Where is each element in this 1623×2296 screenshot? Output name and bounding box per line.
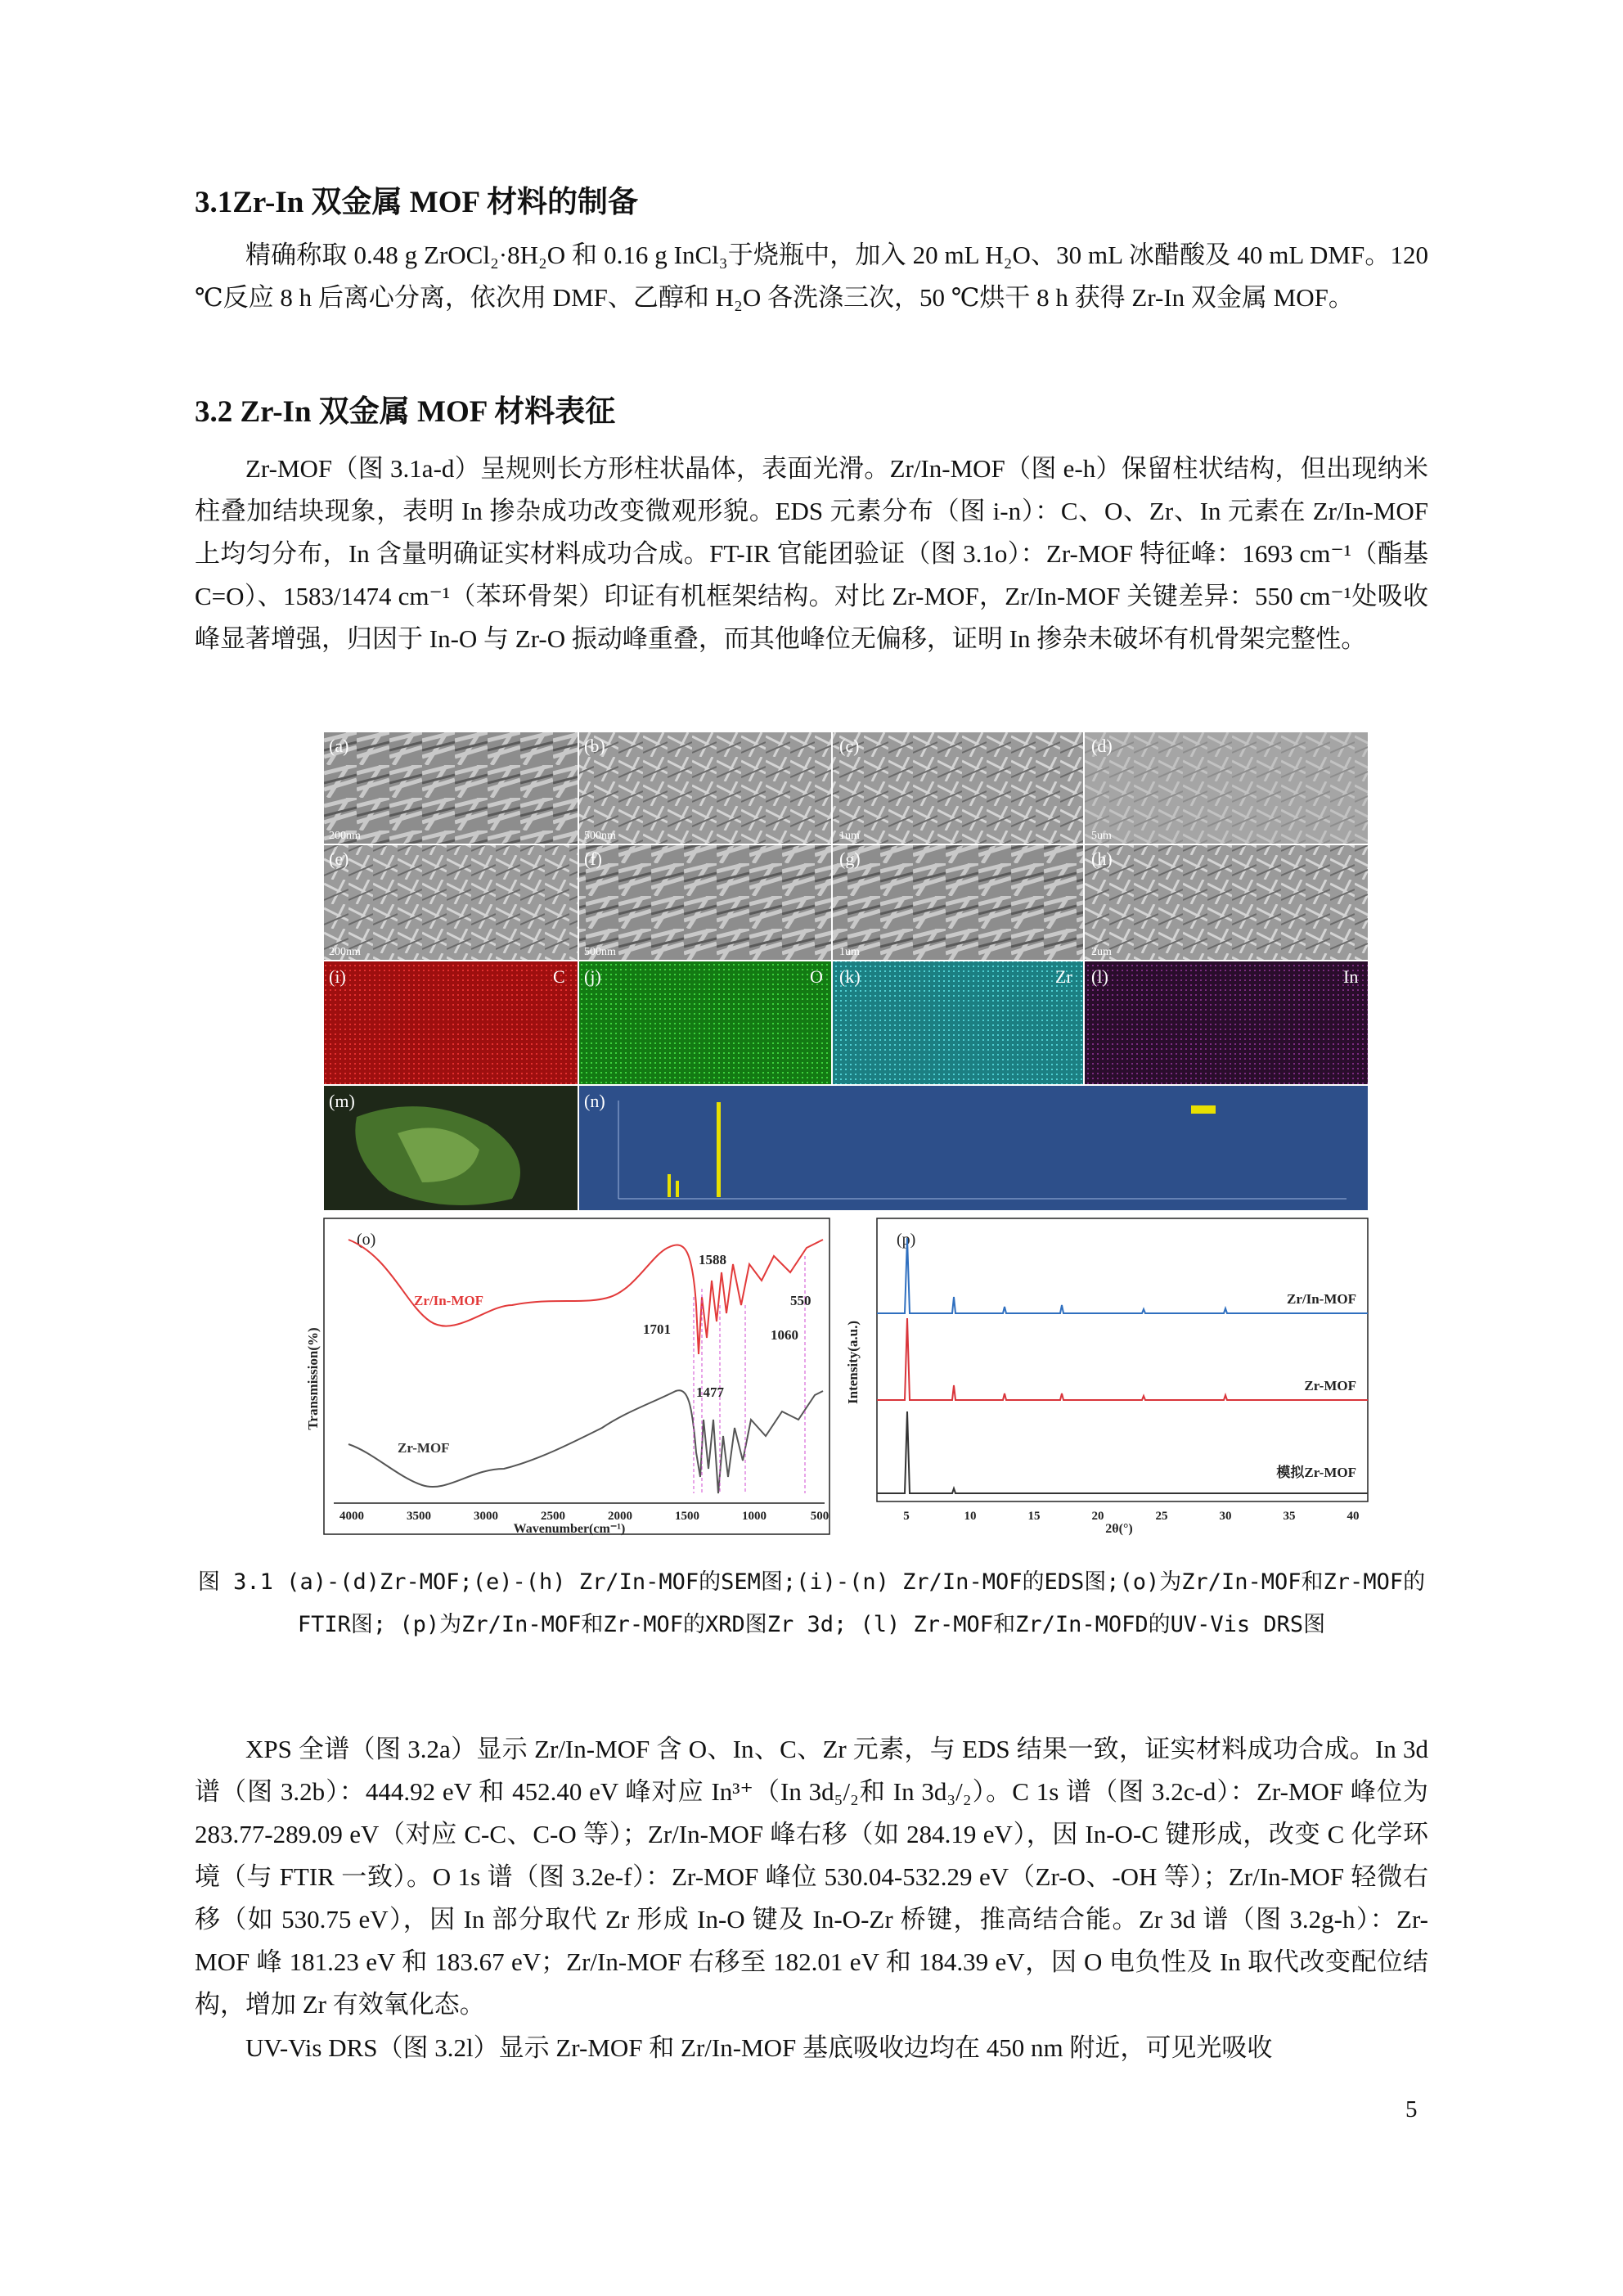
page-number: 5 bbox=[1405, 2096, 1418, 2123]
panel-label-a: (a) bbox=[329, 736, 349, 756]
xrd-label-zr-in-mof: Zr/In-MOF bbox=[1287, 1291, 1356, 1307]
panel-label-f: (f) bbox=[584, 849, 602, 869]
xrd-panel-label: (p) bbox=[897, 1231, 916, 1249]
panel-label-m: (m) bbox=[329, 1091, 355, 1111]
ftir-xtick: 2000 bbox=[608, 1510, 632, 1523]
ftir-xlabel: Wavenumber(cm⁻¹) bbox=[513, 1522, 626, 1536]
panel-label-b: (b) bbox=[584, 736, 605, 756]
xrd-xtick: 10 bbox=[964, 1510, 977, 1523]
xrd-xtick: 5 bbox=[903, 1510, 910, 1523]
panel-label-d: (d) bbox=[1091, 736, 1113, 756]
panel-label-l: (l) bbox=[1091, 966, 1108, 987]
ftir-peak-1588: 1588 bbox=[699, 1252, 726, 1267]
scale-label-g: 1um bbox=[839, 946, 860, 958]
scale-label-d: 5um bbox=[1091, 830, 1112, 842]
ftir-xtick: 4000 bbox=[339, 1510, 364, 1523]
ftir-peak-550: 550 bbox=[790, 1293, 812, 1308]
section-heading-3-2: 3.2 Zr-In 双金属 MOF 材料表征 bbox=[195, 395, 616, 429]
eds-panel-l bbox=[1085, 961, 1368, 1084]
xrd-xtick: 25 bbox=[1155, 1510, 1168, 1523]
eds-element-zr: Zr bbox=[1055, 966, 1072, 987]
section-3-3-paragraph-1: XPS 全谱（图 3.2a）显示 Zr/In-MOF 含 O、In、C、Zr 元素，与 EDS 结果一致，证实材料成功合成。In 3d 谱（图 3.2b）：444.92 eV 和 452.40 eV 峰对应 In³⁺（In 3d₅/₂和 In 3d₃/₂）。C 1s 谱（图 3.2c-d）：Zr-MOF 峰位为 283.77-289.09 eV（对应 C-C、C-O 等）；Zr/In-MOF 峰右移（如 284.19 eV），因 In-O-C 键形成，改变 C 化学环境（与 FTIR 一致）。O 1s 谱（图 3.2e-f）：Zr-MOF 峰位 530.04-532.29 eV（Zr-O、-OH 等）；Zr/In-MOF 轻微右移（如 530.75 eV），因 In 部分取代 Zr 形成 In-O 键及 In-O-Zr 桥键，推高结合能。Zr 3d 谱（图 3.2g-h）：Zr-MOF 峰 181.23 eV 和 183.67 eV；Zr/In-MOF 右移至 182.01 eV 和 184.39 eV，因 O 电负性及 In 取代改变配位结构，增加 Zr 有效氧化态。 bbox=[195, 1735, 1428, 2019]
panel-label-k: (k) bbox=[839, 966, 861, 987]
xrd-xtick: 40 bbox=[1347, 1510, 1360, 1523]
xrd-xtick: 30 bbox=[1219, 1510, 1232, 1523]
scale-label-a: 200nm bbox=[329, 830, 361, 842]
ftir-xtick: 1500 bbox=[675, 1510, 699, 1523]
scale-label-e: 200nm bbox=[329, 946, 361, 958]
sem-panel-a bbox=[324, 732, 578, 844]
eds-element-o: O bbox=[810, 966, 823, 987]
sem-panel-g bbox=[833, 845, 1083, 960]
xrd-label-zr-mof: Zr-MOF bbox=[1304, 1378, 1356, 1393]
section-3-1-paragraph: 精确称取 0.48 g ZrOCl₂·8H₂O 和 0.16 g InCl₃于烧瓶中，加入 20 mL H₂O、30 mL 冰醋酸及 40 mL DMF。120 ℃反应 8 h 后离心分离，依次用 DMF、乙醇和 H₂O 各洗涤三次，50 ℃烘干 8 h 获得 Zr-In 双金属 MOF。 bbox=[195, 241, 1428, 312]
ftir-xtick: 3500 bbox=[407, 1510, 431, 1523]
eds-panel-i bbox=[324, 961, 578, 1084]
xrd-ylabel: Intensity(a.u.) bbox=[845, 1320, 861, 1405]
scale-label-f: 500nm bbox=[584, 946, 616, 958]
xrd-xtick: 35 bbox=[1283, 1510, 1296, 1523]
ftir-label-zr-in-mof: Zr/In-MOF bbox=[414, 1293, 483, 1308]
sem-panel-d bbox=[1085, 732, 1368, 844]
eds-panel-k bbox=[833, 961, 1083, 1084]
panel-label-e: (e) bbox=[329, 849, 349, 869]
xrd-xtick: 15 bbox=[1027, 1510, 1041, 1523]
ftir-label-zr-mof: Zr-MOF bbox=[398, 1440, 450, 1456]
panel-label-j: (j) bbox=[584, 966, 601, 987]
sem-panel-b bbox=[579, 732, 831, 844]
scale-label-h: 2um bbox=[1091, 946, 1112, 958]
eds-panel-m bbox=[324, 1086, 578, 1210]
xrd-label-simulated: 模拟Zr-MOF bbox=[1276, 1465, 1356, 1480]
section-3-2-paragraph: Zr-MOF（图 3.1a-d）呈规则长方形柱状晶体，表面光滑。Zr/In-MOF（图 e-h）保留柱状结构，但出现纳米柱叠加结块现象，表明 In 掺杂成功改变微观形貌。EDS 元素分布（图 i-n）：C、O、Zr、In 元素在 Zr/In-MOF 上均匀分布，In 含量明确证实材料成功合成。FT-IR 官能团验证（图 3.1o）：Zr-MOF 特征峰：1693 cm⁻¹（酯基 C=O）、1583/1474 cm⁻¹（苯环骨架）印证有机框架结构。对比 Zr-MOF，Zr/In-MOF 关键差异：550 cm⁻¹处吸收峰显著增强，归因于 In-O 与 Zr-O 振动峰重叠，而其他峰位无偏移，证明 In 掺杂未破坏有机骨架完整性。 bbox=[195, 454, 1428, 653]
sem-panel-h bbox=[1085, 845, 1368, 960]
eds-element-in: In bbox=[1343, 966, 1359, 987]
ftir-xtick: 500 bbox=[810, 1510, 829, 1523]
panel-label-n: (n) bbox=[584, 1091, 605, 1111]
panel-label-g: (g) bbox=[839, 849, 861, 869]
eds-panel-n bbox=[579, 1086, 1368, 1210]
sem-panel-f bbox=[579, 845, 831, 960]
ftir-peak-1701: 1701 bbox=[643, 1321, 671, 1337]
ftir-peak-1060: 1060 bbox=[771, 1327, 798, 1343]
ftir-xtick: 1000 bbox=[742, 1510, 767, 1523]
eds-panel-j bbox=[579, 961, 831, 1084]
eds-element-c: C bbox=[553, 966, 565, 987]
sem-panel-e bbox=[324, 845, 578, 960]
section-3-3-paragraph-2: UV-Vis DRS（图 3.2l）显示 Zr-MOF 和 Zr/In-MOF 基底吸收边均在 450 nm 附近，可见光吸收 bbox=[245, 2033, 1273, 2062]
panel-label-c: (c) bbox=[839, 736, 860, 756]
xrd-xtick: 20 bbox=[1091, 1510, 1104, 1523]
scale-label-c: 1um bbox=[839, 830, 860, 842]
ftir-xtick: 2500 bbox=[541, 1510, 565, 1523]
scale-label-b: 500nm bbox=[584, 830, 616, 842]
section-heading-3-1: 3.1Zr-In 双金属 MOF 材料的制备 bbox=[195, 186, 638, 219]
ftir-xtick: 3000 bbox=[474, 1510, 498, 1523]
figure-3-1 bbox=[305, 732, 1368, 1536]
sem-panel-c bbox=[833, 732, 1083, 844]
figure-caption: 图 3.1 (a)-(d)Zr-MOF;(e)-(h) Zr/In-MOF的SEM图;(i)-(n) Zr/In-MOF的EDS图;(o)为Zr/In-MOF和Zr-MOF的FTIR图; (p)为Zr/In-MOF和Zr-MOF的XRD图Zr 3d; (l) Zr-MOF和Zr/In-MOFD的UV-Vis DRS图 bbox=[197, 1569, 1426, 1637]
ftir-chart bbox=[305, 1218, 829, 1536]
xrd-chart bbox=[845, 1218, 1368, 1536]
ftir-panel-label: (o) bbox=[357, 1231, 376, 1249]
panel-label-h: (h) bbox=[1091, 849, 1113, 869]
xrd-xlabel: 2θ(°) bbox=[1105, 1522, 1133, 1536]
ftir-ylabel: Transmission(%) bbox=[305, 1327, 321, 1430]
panel-label-i: (i) bbox=[329, 966, 346, 987]
ftir-peak-1477: 1477 bbox=[696, 1384, 724, 1400]
